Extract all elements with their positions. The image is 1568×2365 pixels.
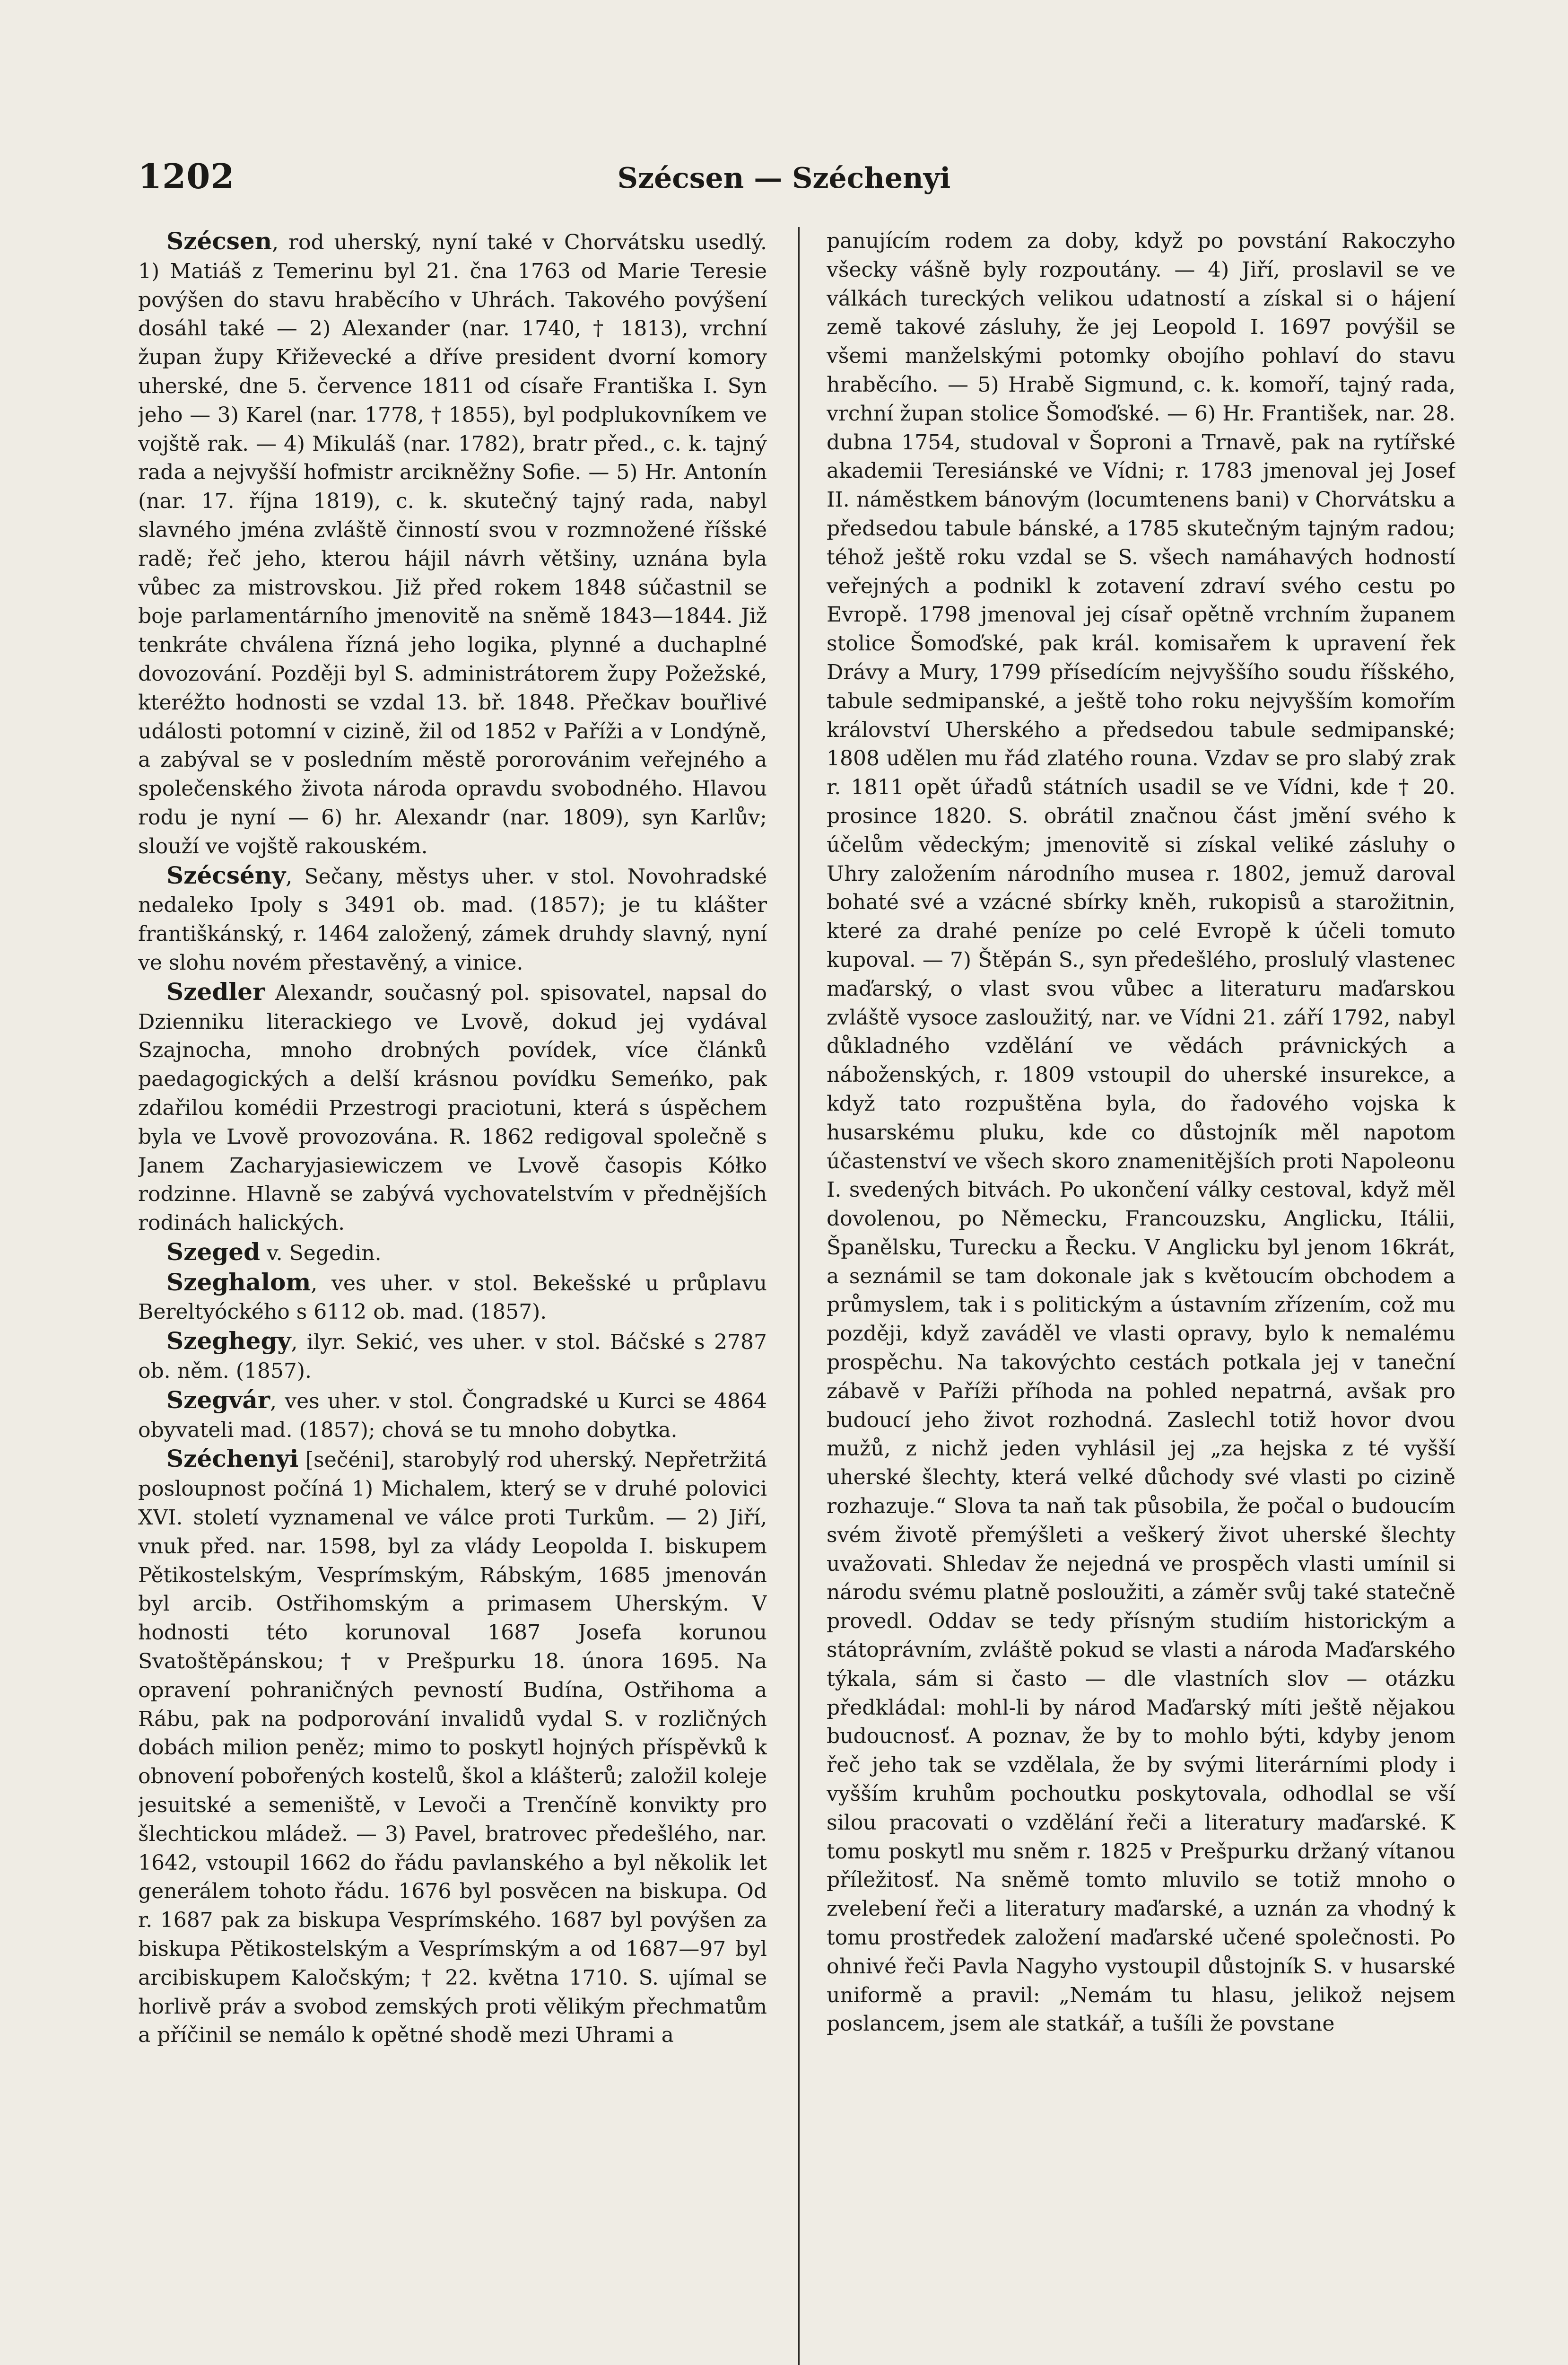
entry-szecsen	[138, 227, 767, 861]
entry-headword: Szeged	[166, 1237, 261, 1266]
entry-szechenyi-continued: panujícím rodem za doby, když po povstání Rakoczyho všecky vášně byly rozpoutány. — 4) Jiří, proslavil se ve válkách tureckých velikou udatností a získal si o hájení země takové zásluhy, že jej Leopold I. 1697 povýšil se všemi manželskými potomky obojího pohlaví do stavu hraběcího. — 5) Hrabě Sigmund, c. k. komoří, tajný rada, vrchní župan stolice Šomoďské. — 6) Hr. František, nar. 28. dubna 1754, studoval v Šoproni a Trnavě, pak na rytířské akademii Teresiánské ve Vídni; r. 1783 jmenoval jej Josef II. náměstkem bánovým (locumtenens bani) v Chorvátsku a předsedou tabule bánské, a 1785 skutečným tajným radou; téhož ještě roku vzdal se S. všech namáhavých hodností veřejných a podnikl k zotavení zdraví svého cestu po Evropě. 1798 jmenoval jej císař opětně vrchním županem stolice Šomoďské, pak král. komisařem k upravení řek Drávy a Mury, 1799 přísedícím nejvyššího soudu říšského, tabule sedmipanské, a ještě toho roku nejvyšším komořím království Uherského a předsedou tabule sedmipanské; 1808 udělen mu řád zlatého rouna. Vzdav se pro slabý zrak r. 1811 opět úřadů státních usadil se ve Vídni, kde † 20. prosince 1820. S. obrátil značnou část jmění svého k účelům vědeckým; jmenovitě si získal veliké zásluhy o Uhry založením národního musea r. 1802, jemuž daroval bohaté své a vzácné sbírky kněh, rukopisů a starožitnin, které za drahé peníze po celé Evropě k účeli tomuto kupoval. — 7) Štěpán S., syn předešlého, proslulý vlastenec maďarský, o vlast svou vůbec a literaturu maďarskou zvláště vysoce zasloužitý, nar. ve Vídni 21. září 1792, nabyl důkladného vzdělání ve vědách právnických a náboženských, r. 1809 vstoupil do uherské insurekce, a když tato rozpuštěna byla, do řadového vojska k husarskému pluku, kde co důstojník měl napotom účastenství ve všech skoro znamenitějších proti Napoleonu I. svedených bitvách. Po ukončení války cestoval, když měl dovolenou, po Německu, Francouzsku, Anglicku, Itálii, Španělsku, Turecku a Řecku. V Anglicku byl jenom 16krát, a seznámil se tam dokonale jak s květoucím obchodem a průmyslem, tak i s politickým a ústavním zřízením, což mu později, když zaváděl ve vlasti opravy, bylo k nemalému prospěchu. Na takovýchto cestách potkala jej v taneční zábavě v Paříži příhoda na pohled nepatrná, avšak pro budoucí jeho život rozhodná. Zaslechl totiž hovor dvou mužů, z nichž jeden vyhlásil jej „za hejska z té vyšší uherské šlechty, která velké důchody své vlasti po cizině rozhazuje.“ Slova ta naň tak působila, že počal o budoucím svém životě přemýšleti a veškerý život uherské šlechty uvažovati. Shledav že nejedná ve prospěch vlasti umínil si národu svému platně posloužiti, a záměr svůj také statečně provedl. Oddav se tedy přísným studiím historickým a státoprávním, zvláště pokud se vlasti a národa Maďarského týkala, sám si často — dle vlastních slov — otázku předkládal: mohl-li by národ Maďarský míti ještě nějakou budoucnosť. A poznav, že by to mohlo býti, kdyby jenom řeč jeho tak se vzdělala, že by svými literárními plody i vyšším kruhům pochoutku poskytovala, odhodlal se vší silou pracovati o vzdělání řeči a literatury maďarské. K tomu poskytl mu sněm r. 1825 v Prešpurku držaný vítanou příležitosť. Na sněmě tomto mluvilo se totiž mnoho o zvelebení řeči a literatury maďarské, a uznán za vhodný k tomu prostředek založení maďarské učené společnosti. Po ohnivé řeči Pavla Nagyho vystoupil důstojník S. v husarské uniformě a pravil: „Nemám tu hlasu, jelikož nejsem poslancem, jsem ale statkář, a tušíli že povstane	[827, 229, 1455, 2036]
left-column	[138, 227, 767, 2365]
entry-text: , ves uher. v stol. Čongradské u Kurci se 4864 obyvateli mad. (1857); chová se tu mnoho dobytka.	[138, 1389, 767, 1442]
entry-text: Alexandr, současný pol. spisovatel, napsal do Dzienniku literackiego ve Lvově, dokud jej vydával Szajnocha, mnoho drobných povídek, více článků paedagogických a delší krásnou povídku Semeńko, pak zdařilou komédii Przestrogi praciotuni, která s úspěchem byla ve Lvově provozována. R. 1862 redigoval společně s Janem Zacharyjasiewiczem ve Lvově časopis Kółko rodzinne. Hlavně se zabývá vychovatelstvím v přednějších rodinách halických.	[138, 981, 767, 1235]
entry-headword: Szécsény	[166, 861, 286, 889]
entry-headword: Szécsen	[166, 227, 272, 255]
entry-szeghegy	[138, 1327, 767, 1386]
entry-szegvar	[138, 1386, 767, 1445]
entry-text: v. Segedin.	[260, 1241, 382, 1265]
right-column	[827, 227, 1455, 2365]
entry-headword: Szeghalom	[166, 1268, 311, 1296]
entry-szecseny	[138, 861, 767, 978]
entry-szechenyi	[138, 1445, 767, 2050]
entry-szeghalom	[138, 1268, 767, 1327]
running-header: Szécsen — Széchenyi	[617, 162, 951, 195]
entry-headword: Szedler	[166, 977, 265, 1006]
entry-headword: Szegvár	[166, 1385, 270, 1414]
page-number: 1202	[138, 156, 235, 196]
entry-text: , ves uher. v stol. Bekešské u průplavu Bereltyóckého s 6112 ob. mad. (1857).	[138, 1271, 767, 1324]
entry-text: , ilyr. Sekić, ves uher. v stol. Báčské s 2787 ob. něm. (1857).	[138, 1330, 767, 1384]
entry-text: , rod uherský, nyní také v Chorvátsku usedlý. 1) Matiáš z Temerinu byl 21. čna 1763 od Marie Teresie povýšen do stavu hraběcího v Uhrách. Takového povýšení dosáhl také — 2) Alexander (nar. 1740, † 1813), vrchní župan župy Křiževecké a dříve president dvorní komory uherské, dne 5. července 1811 od císaře Františka I. Syn jeho — 3) Karel (nar. 1778, † 1855), byl podplukovníkem ve vojště rak. — 4) Mikuláš (nar. 1782), bratr před., c. k. tajný rada a nejvyšší hofmistr arcikněžny Sofie. — 5) Hr. Antonín (nar. 17. října 1819), c. k. skutečný tajný rada, nabyl slavného jména zvláště činností svou v rozmnožené říšské radě; řeč jeho, kterou hájil návrh většiny, uznána byla vůbec za mistrovskou. Již před rokem 1848 súčastnil se boje parlamentárního jmenovitě na sněmě 1843—1844. Již tenkráte chválena řízná jeho logika, plynné a duchaplné dovozování. Později byl S. administrátorem župy Požežské, kteréžto hodnosti se vzdal 13. bř. 1848. Přečkav bouřlivé události potomní v cizině, žil od 1852 v Paříži a v Londýně, a zabýval se v posledním městě pororovánim veřejného a společenského života národa opravdu svobodného. Hlavou rodu je nyní — 6) hr. Alexandr (nar. 1809), syn Karlův; slouží ve vojště rakouském.	[138, 230, 767, 858]
entry-headword: Széchenyi	[166, 1445, 299, 1473]
entry-szeged	[138, 1238, 767, 1268]
column-divider	[798, 227, 800, 2365]
entry-text: [sečéni], starobylý rod uherský. Nepřetržitá posloupnost počíná 1) Michalem, který se v druhé polovici XVI. století vyznamenal ve válce proti Turkům. — 2) Jiří, vnuk před. nar. 1598, byl za vlády Leopolda I. biskupem Pětikostelským, Vesprímským, Rábským, 1685 jmenován byl arcib. Ostřihomským a primasem Uherským. V hodnosti této korunoval 1687 Josefa korunou Svatoštěpánskou; † v Prešpurku 18. února 1695. Na opravení pohraničných pevností Budína, Ostřihoma a Rábu, pak na podporování invalidů vydal S. v rozličných dobách milion peněz; mimo to poskytl hojných příspěvků k obnovení pobořených kostelů, škol a klášterů; založil koleje jesuitské a semeniště, v Levoči a Trenčíně konvikty pro šlechtickou mládež. — 3) Pavel, bratrovec předešlého, nar. 1642, vstoupil 1662 do řádu pavlanského a byl několik let generálem tohoto řádu. 1676 byl posvěcen na biskupa. Od r. 1687 pak za biskupa Vesprímského. 1687 byl povýšen za biskupa Pětikostelským a Vesprímským a od 1687—97 byl arcibiskupem Kaločským; † 22. května 1710. S. ujímal se horlivě práv a svobod zemských proti vělikým přechmatům a příčinil se nemálo k opětné shodě mezi Uhrami a	[138, 1448, 767, 2048]
entry-szedler	[138, 978, 767, 1238]
entry-text: , Sečany, městys uher. v stol. Novohradské nedaleko Ipoly s 3491 ob. mad. (1857); je tu klášter františkánský, r. 1464 založený, zámek druhdy slavný, nyní ve slohu novém přestavěný, a vinice.	[138, 864, 767, 975]
entry-headword: Szeghegy	[166, 1327, 291, 1355]
